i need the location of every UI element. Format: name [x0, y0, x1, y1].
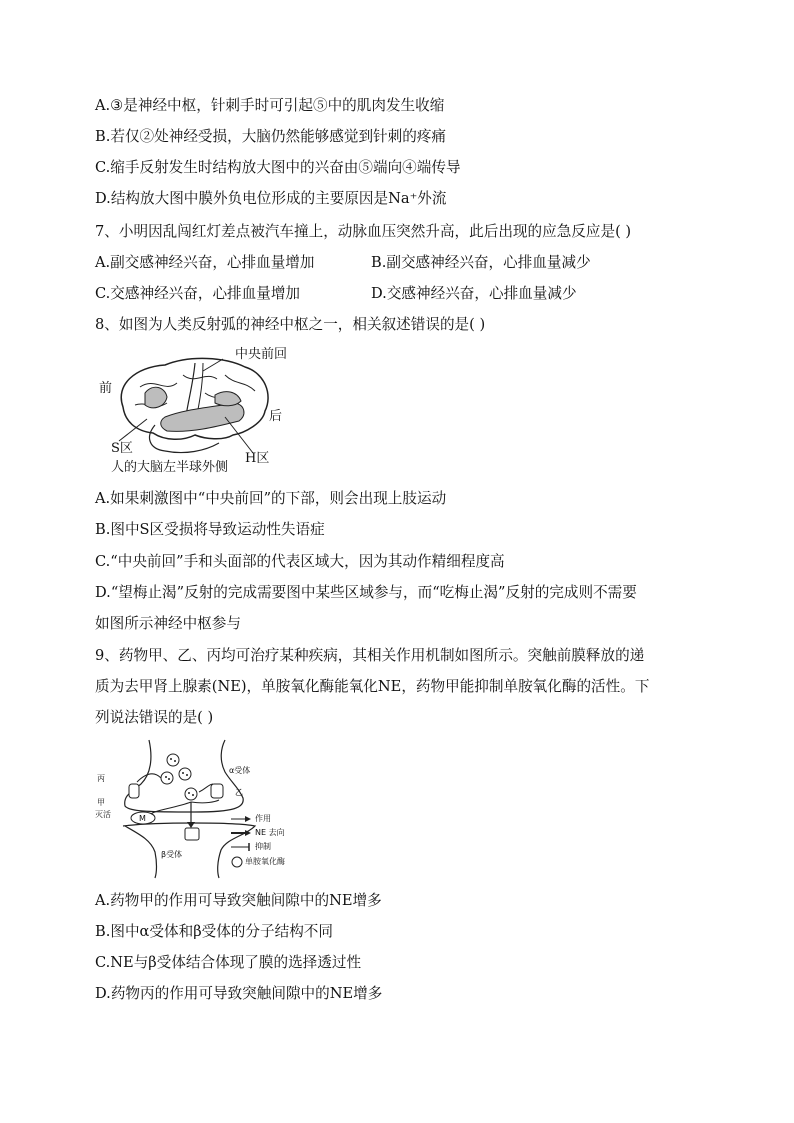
legend-mao: 单胺氧化酶	[245, 857, 285, 866]
q7-option-c: C.交感神经兴奋，心排血量增加	[95, 285, 301, 302]
brain-figure	[95, 345, 295, 477]
q8-option-a: A.如果刺激图中“中央前回”的下部，则会出现上肢运动	[95, 490, 447, 507]
label-alpha-receptor: α受体	[229, 766, 251, 775]
label-drug-yi: 乙	[235, 788, 243, 797]
q8-option-d: D.“望梅止渴”反射的完成需要图中某些区域参与，而“吃梅止渴”反射的完成则不需要	[95, 584, 637, 601]
q9-option-a: A.药物甲的作用可导致突触间隙中的NE增多	[95, 892, 382, 909]
label-mao: M	[139, 814, 146, 823]
label-back: 后	[269, 409, 283, 424]
q9-stem-line1: 9、药物甲、乙、丙均可治疗某种疾病，其相关作用机制如图所示。突触前膜释放的递	[95, 647, 645, 664]
brain-caption: 人的大脑左半球外侧	[111, 460, 229, 475]
label-s-area: S区	[111, 441, 133, 456]
q7-option-a: A.副交感神经兴奋，心排血量增加	[95, 254, 315, 271]
legend-inhibit: 抑制	[255, 842, 271, 851]
q8-option-d-continued: 如图所示神经中枢参与	[95, 615, 241, 632]
q9-stem-line2: 质为去甲肾上腺素(NE)，单胺氧化酶能氧化NE，药物甲能抑制单胺氧化酶的活性。下	[95, 678, 650, 695]
label-drug-jia: 甲	[97, 798, 105, 807]
q6-option-a: A.③是神经中枢，针刺手时可引起⑤中的肌肉发生收缩	[95, 97, 445, 114]
q7-stem: 7、小明因乱闯红灯差点被汽车撞上，动脉血压突然升高，此后出现的应急反应是( )	[95, 223, 632, 240]
q9-option-c: C.NE与β受体结合体现了膜的选择透过性	[95, 954, 362, 971]
q6-option-c: C.缩手反射发生时结构放大图中的兴奋由⑤端向④端传导	[95, 159, 461, 176]
q8-stem: 8、如图为人类反射弧的神经中枢之一，相关叙述错误的是( )	[95, 316, 486, 333]
label-central-gyrus: 中央前回	[235, 347, 288, 362]
q8-option-b: B.图中S区受损将导致运动性失语症	[95, 521, 325, 538]
legend-ne-fate: NE 去向	[255, 828, 285, 837]
q6-option-b: B.若仅②处神经受损，大脑仍然能够感觉到针刺的疼痛	[95, 128, 447, 145]
legend-action: 作用	[255, 814, 271, 823]
q8-option-c: C.“中央前回”手和头面部的代表区域大，因为其动作精细程度高	[95, 553, 505, 570]
label-beta-receptor: β受体	[161, 850, 183, 859]
label-front: 前	[99, 381, 113, 396]
q6-option-d: D.结构放大图中膜外负电位形成的主要原因是Na⁺外流	[95, 190, 447, 207]
label-inactivation: 灭活	[95, 810, 111, 819]
q9-option-b: B.图中α受体和β受体的分子结构不同	[95, 923, 333, 940]
q9-option-d: D.药物丙的作用可导致突触间隙中的NE增多	[95, 985, 383, 1002]
label-drug-bing: 丙	[97, 774, 105, 783]
synapse-figure	[95, 738, 295, 880]
label-h-area: H区	[245, 451, 270, 466]
q9-stem-line3: 列说法错误的是( )	[95, 709, 214, 726]
q7-option-b: B.副交感神经兴奋，心排血量减少	[371, 254, 591, 271]
q7-option-d: D.交感神经兴奋，心排血量减少	[371, 285, 577, 302]
